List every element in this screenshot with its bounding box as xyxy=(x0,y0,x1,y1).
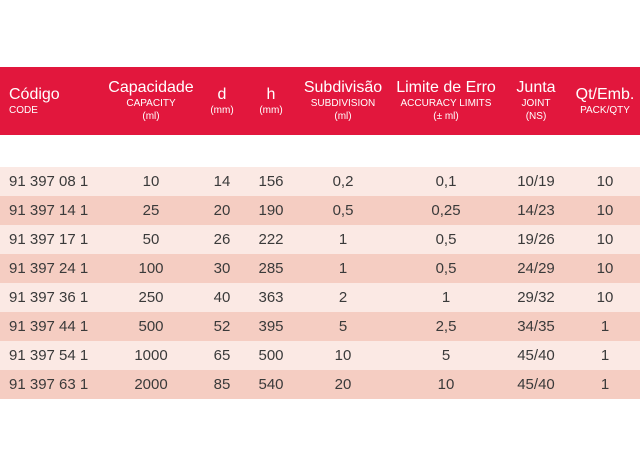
header-d xyxy=(200,67,244,135)
cell-capacity: 100 xyxy=(138,260,164,277)
cell-h: 222 xyxy=(258,231,284,248)
cell-h: 395 xyxy=(258,318,284,335)
cell-accuracy: 0,25 xyxy=(431,202,461,219)
table-row xyxy=(0,167,640,196)
cell-joint: 10/19 xyxy=(517,173,555,190)
header-joint-subtitle: JOINT xyxy=(521,98,551,109)
cell-capacity: 250 xyxy=(138,289,164,306)
product-table xyxy=(0,67,640,399)
cell-code: 91 397 14 1 xyxy=(9,202,89,219)
cell-capacity: 50 xyxy=(142,231,160,248)
cell-d: 30 xyxy=(213,260,231,277)
cell-accuracy: 0,1 xyxy=(435,173,457,190)
header-subdivision-title: Subdivisão xyxy=(303,79,383,96)
cell-accuracy: 0,5 xyxy=(435,260,457,277)
cell-code: 91 397 24 1 xyxy=(9,260,89,277)
header-spacer xyxy=(0,135,640,167)
cell-h: 285 xyxy=(258,260,284,277)
header-code-title: Código xyxy=(9,85,60,103)
cell-d: 52 xyxy=(213,318,231,335)
cell-joint: 45/40 xyxy=(517,376,555,393)
header-code xyxy=(0,67,109,135)
header-pack-title: Qt/Emb. xyxy=(575,85,635,103)
cell-h: 500 xyxy=(258,347,284,364)
table-body xyxy=(0,167,640,399)
cell-pack: 1 xyxy=(600,347,610,364)
cell-capacity: 500 xyxy=(138,318,164,335)
cell-pack: 10 xyxy=(596,260,614,277)
cell-accuracy: 2,5 xyxy=(435,318,457,335)
cell-d: 20 xyxy=(213,202,231,219)
cell-d: 14 xyxy=(213,173,231,190)
cell-pack: 10 xyxy=(596,289,614,306)
header-subdivision-unit: (ml) xyxy=(334,111,352,122)
header-pack-subtitle: PACK/QTY xyxy=(580,104,630,116)
cell-code: 91 397 63 1 xyxy=(9,376,89,393)
cell-d: 65 xyxy=(213,347,231,364)
cell-capacity: 25 xyxy=(142,202,160,219)
cell-accuracy: 10 xyxy=(437,376,455,393)
header-capacity-unit: (ml) xyxy=(142,111,160,122)
cell-h: 363 xyxy=(258,289,284,306)
cell-joint: 34/35 xyxy=(517,318,555,335)
header-d-unit: (mm) xyxy=(210,104,234,116)
header-h-title: h xyxy=(266,85,276,103)
cell-code: 91 397 54 1 xyxy=(9,347,89,364)
cell-pack: 1 xyxy=(600,376,610,393)
cell-d: 85 xyxy=(213,376,231,393)
header-joint xyxy=(506,67,566,135)
cell-accuracy: 0,5 xyxy=(435,231,457,248)
header-capacity-title: Capacidade xyxy=(108,79,194,96)
cell-subdivision: 1 xyxy=(338,231,348,248)
cell-accuracy: 1 xyxy=(441,289,451,306)
cell-subdivision: 0,5 xyxy=(332,202,354,219)
header-pack xyxy=(570,67,640,135)
header-subdivision xyxy=(296,67,390,135)
cell-pack: 10 xyxy=(596,202,614,219)
cell-capacity: 1000 xyxy=(134,347,168,364)
cell-capacity: 2000 xyxy=(134,376,168,393)
cell-capacity: 10 xyxy=(142,173,160,190)
cell-h: 540 xyxy=(258,376,284,393)
table-row xyxy=(0,254,640,283)
cell-h: 190 xyxy=(258,202,284,219)
header-d-title: d xyxy=(217,85,227,103)
table-row xyxy=(0,312,640,341)
cell-pack: 10 xyxy=(596,173,614,190)
table-header xyxy=(0,67,640,135)
table-row xyxy=(0,283,640,312)
cell-code: 91 397 08 1 xyxy=(9,173,89,190)
cell-d: 40 xyxy=(213,289,231,306)
header-code-subtitle: CODE xyxy=(9,104,38,116)
header-joint-unit: (NS) xyxy=(525,111,547,122)
table-row xyxy=(0,225,640,254)
cell-pack: 10 xyxy=(596,231,614,248)
cell-d: 26 xyxy=(213,231,231,248)
cell-subdivision: 1 xyxy=(338,260,348,277)
cell-joint: 45/40 xyxy=(517,347,555,364)
cell-joint: 29/32 xyxy=(517,289,555,306)
cell-joint: 24/29 xyxy=(517,260,555,277)
header-h xyxy=(249,67,293,135)
header-accuracy-title: Limite de Erro xyxy=(396,79,496,96)
table-row xyxy=(0,341,640,370)
cell-h: 156 xyxy=(258,173,284,190)
cell-subdivision: 5 xyxy=(338,318,348,335)
cell-subdivision: 2 xyxy=(338,289,348,306)
header-capacity xyxy=(103,67,199,135)
header-capacity-subtitle: CAPACITY xyxy=(126,98,176,109)
cell-code: 91 397 17 1 xyxy=(9,231,89,248)
header-subdivision-subtitle: SUBDIVISION xyxy=(310,98,376,109)
table-row xyxy=(0,370,640,399)
cell-subdivision: 20 xyxy=(334,376,352,393)
table-row xyxy=(0,196,640,225)
cell-joint: 19/26 xyxy=(517,231,555,248)
cell-subdivision: 10 xyxy=(334,347,352,364)
cell-pack: 1 xyxy=(600,318,610,335)
header-h-unit: (mm) xyxy=(259,104,283,116)
header-accuracy-unit: (± ml) xyxy=(433,111,459,122)
cell-code: 91 397 36 1 xyxy=(9,289,89,306)
header-joint-title: Junta xyxy=(516,79,556,96)
cell-joint: 14/23 xyxy=(517,202,555,219)
header-accuracy-subtitle: ACCURACY LIMITS xyxy=(400,98,492,109)
header-accuracy xyxy=(388,67,504,135)
cell-code: 91 397 44 1 xyxy=(9,318,89,335)
cell-accuracy: 5 xyxy=(441,347,451,364)
cell-subdivision: 0,2 xyxy=(332,173,354,190)
